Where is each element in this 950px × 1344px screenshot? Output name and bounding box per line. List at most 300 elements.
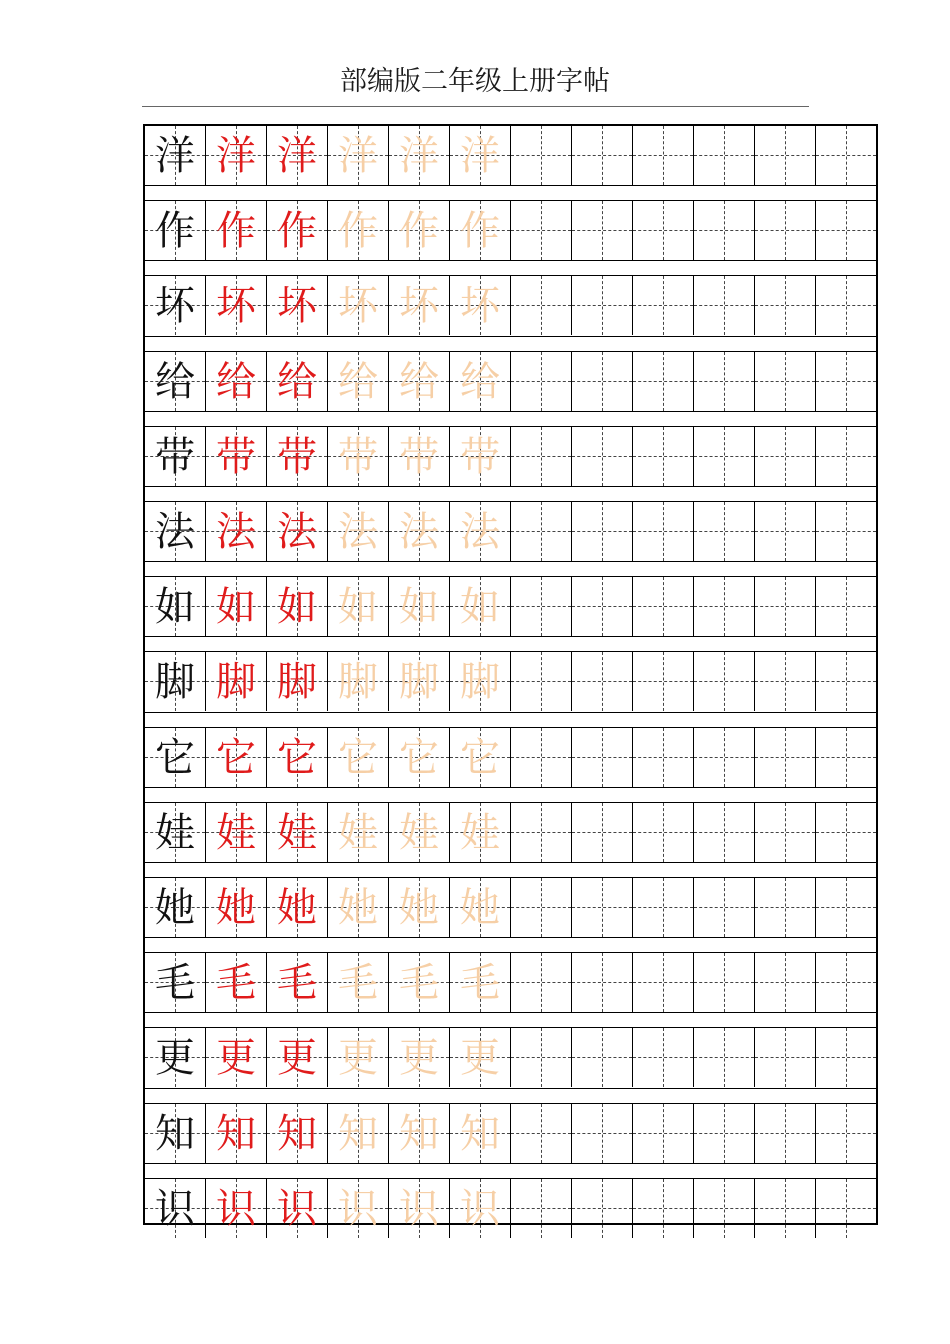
trace-char: 带	[460, 433, 500, 480]
blank-writing-cell[interactable]	[633, 502, 694, 561]
blank-writing-cell[interactable]	[511, 953, 572, 1012]
model-char: 坏	[155, 282, 195, 329]
model-char-cell	[145, 652, 206, 711]
trace-char: 给	[460, 358, 500, 405]
blank-writing-cell[interactable]	[816, 502, 876, 561]
red-copy-char: 洋	[277, 132, 317, 179]
red-copy-cell	[267, 427, 328, 486]
red-copy-cell	[206, 1104, 267, 1163]
model-char: 洋	[155, 132, 195, 179]
row-separator-line	[145, 336, 876, 337]
red-copy-cell	[206, 1028, 267, 1087]
trace-char-cell	[328, 502, 389, 561]
blank-writing-cell[interactable]	[816, 1104, 876, 1163]
blank-writing-cell[interactable]	[511, 652, 572, 711]
blank-writing-cell[interactable]	[755, 577, 816, 636]
row-separator-line	[145, 486, 876, 487]
trace-char: 带	[338, 433, 378, 480]
blank-writing-cell[interactable]	[633, 352, 694, 411]
model-char: 她	[155, 884, 195, 931]
trace-char: 识	[338, 1185, 378, 1232]
blank-writing-cell[interactable]	[511, 427, 572, 486]
red-copy-cell	[267, 652, 328, 711]
blank-writing-cell[interactable]	[816, 201, 876, 260]
red-copy-cell	[206, 201, 267, 260]
red-copy-char: 识	[216, 1185, 256, 1232]
trace-char: 给	[338, 358, 378, 405]
trace-char-cell	[389, 577, 450, 636]
trace-char-cell	[328, 126, 389, 185]
red-copy-cell	[206, 352, 267, 411]
trace-char-cell	[389, 652, 450, 711]
blank-writing-cell[interactable]	[633, 1028, 694, 1087]
trace-char-cell	[328, 953, 389, 1012]
trace-char-cell	[389, 427, 450, 486]
red-copy-cell	[267, 1028, 328, 1087]
trace-char: 脚	[399, 658, 439, 705]
trace-char: 坏	[460, 282, 500, 329]
red-copy-cell	[267, 953, 328, 1012]
row-separator-line	[145, 561, 876, 562]
model-char-cell	[145, 1028, 206, 1087]
blank-writing-cell[interactable]	[755, 878, 816, 937]
blank-writing-cell[interactable]	[572, 953, 633, 1012]
trace-char-cell	[389, 126, 450, 185]
red-copy-char: 它	[277, 734, 317, 781]
trace-char-cell	[328, 728, 389, 787]
blank-writing-cell[interactable]	[816, 803, 876, 862]
red-copy-char: 毛	[216, 959, 256, 1006]
red-copy-char: 知	[216, 1110, 256, 1157]
trace-char: 如	[338, 583, 378, 630]
blank-writing-cell[interactable]	[511, 126, 572, 185]
trace-char-cell	[450, 652, 511, 711]
blank-writing-cell[interactable]	[755, 276, 816, 335]
red-copy-cell	[206, 276, 267, 335]
practice-row	[145, 276, 876, 335]
red-copy-char: 脚	[216, 658, 256, 705]
blank-writing-cell[interactable]	[755, 1179, 816, 1238]
trace-char-cell	[328, 1104, 389, 1163]
model-char: 更	[155, 1034, 195, 1081]
trace-char-cell	[328, 201, 389, 260]
blank-writing-cell[interactable]	[511, 1179, 572, 1238]
practice-row	[145, 652, 876, 711]
blank-writing-cell[interactable]	[694, 126, 755, 185]
model-char-cell	[145, 276, 206, 335]
red-copy-char: 坏	[277, 282, 317, 329]
model-char-cell	[145, 352, 206, 411]
blank-writing-cell[interactable]	[816, 728, 876, 787]
trace-char-cell	[389, 878, 450, 937]
blank-writing-cell[interactable]	[694, 577, 755, 636]
blank-writing-cell[interactable]	[633, 728, 694, 787]
blank-writing-cell[interactable]	[511, 728, 572, 787]
trace-char-cell	[389, 201, 450, 260]
trace-char: 娃	[460, 809, 500, 856]
blank-writing-cell[interactable]	[511, 1104, 572, 1163]
blank-writing-cell[interactable]	[633, 953, 694, 1012]
red-copy-char: 她	[216, 884, 256, 931]
model-char: 脚	[155, 658, 195, 705]
red-copy-cell	[206, 878, 267, 937]
red-copy-char: 给	[277, 358, 317, 405]
practice-row	[145, 1028, 876, 1087]
blank-writing-cell[interactable]	[755, 652, 816, 711]
trace-char: 法	[460, 508, 500, 555]
red-copy-char: 如	[216, 583, 256, 630]
model-char-cell	[145, 126, 206, 185]
practice-row	[145, 352, 876, 411]
model-char: 法	[155, 508, 195, 555]
blank-writing-cell[interactable]	[572, 201, 633, 260]
red-copy-char: 洋	[216, 132, 256, 179]
trace-char: 更	[460, 1034, 500, 1081]
red-copy-char: 如	[277, 583, 317, 630]
model-char-cell	[145, 1179, 206, 1238]
model-char-cell	[145, 878, 206, 937]
blank-writing-cell[interactable]	[816, 427, 876, 486]
blank-writing-cell[interactable]	[816, 1179, 876, 1238]
blank-writing-cell[interactable]	[633, 201, 694, 260]
row-separator-line	[145, 1163, 876, 1164]
model-char: 知	[155, 1110, 195, 1157]
blank-writing-cell[interactable]	[755, 502, 816, 561]
blank-writing-cell[interactable]	[694, 201, 755, 260]
red-copy-cell	[267, 728, 328, 787]
row-separator-line	[145, 260, 876, 261]
blank-writing-cell[interactable]	[511, 1028, 572, 1087]
blank-writing-cell[interactable]	[694, 1104, 755, 1163]
blank-writing-cell[interactable]	[755, 1104, 816, 1163]
trace-char: 她	[460, 884, 500, 931]
red-copy-char: 识	[277, 1185, 317, 1232]
blank-writing-cell[interactable]	[816, 652, 876, 711]
blank-writing-cell[interactable]	[511, 878, 572, 937]
red-copy-cell	[267, 126, 328, 185]
trace-char: 娃	[399, 809, 439, 856]
blank-writing-cell[interactable]	[633, 427, 694, 486]
blank-writing-cell[interactable]	[511, 803, 572, 862]
red-copy-cell	[206, 728, 267, 787]
page-title: 部编版二年级上册字帖	[340, 66, 610, 97]
blank-writing-cell[interactable]	[572, 1028, 633, 1087]
practice-row	[145, 728, 876, 787]
trace-char-cell	[328, 352, 389, 411]
trace-char: 脚	[338, 658, 378, 705]
trace-char: 作	[460, 207, 500, 254]
blank-writing-cell[interactable]	[511, 577, 572, 636]
blank-writing-cell[interactable]	[755, 427, 816, 486]
model-char-cell	[145, 201, 206, 260]
red-copy-char: 法	[277, 508, 317, 555]
blank-writing-cell[interactable]	[755, 126, 816, 185]
practice-row	[145, 1179, 876, 1238]
trace-char: 洋	[460, 132, 500, 179]
red-copy-char: 给	[216, 358, 256, 405]
blank-writing-cell[interactable]	[572, 803, 633, 862]
blank-writing-cell[interactable]	[572, 126, 633, 185]
red-copy-char: 更	[277, 1034, 317, 1081]
trace-char-cell	[450, 1179, 511, 1238]
blank-writing-cell[interactable]	[572, 276, 633, 335]
red-copy-cell	[206, 427, 267, 486]
blank-writing-cell[interactable]	[816, 577, 876, 636]
trace-char-cell	[450, 427, 511, 486]
blank-writing-cell[interactable]	[694, 1179, 755, 1238]
row-separator-line	[145, 1088, 876, 1089]
trace-char-cell	[450, 577, 511, 636]
blank-writing-cell[interactable]	[633, 577, 694, 636]
trace-char-cell	[450, 803, 511, 862]
red-copy-char: 作	[277, 207, 317, 254]
title-divider	[142, 106, 809, 107]
row-separator-line	[145, 712, 876, 713]
red-copy-cell	[267, 878, 328, 937]
model-char-cell	[145, 803, 206, 862]
red-copy-cell	[267, 352, 328, 411]
practice-row	[145, 953, 876, 1012]
blank-writing-cell[interactable]	[633, 1104, 694, 1163]
trace-char-cell	[328, 427, 389, 486]
model-char-cell	[145, 1104, 206, 1163]
practice-row	[145, 878, 876, 937]
blank-writing-cell[interactable]	[694, 878, 755, 937]
row-separator-line	[145, 937, 876, 938]
model-char: 毛	[155, 959, 195, 1006]
model-char-cell	[145, 728, 206, 787]
trace-char-cell	[389, 502, 450, 561]
trace-char: 知	[399, 1110, 439, 1157]
blank-writing-cell[interactable]	[694, 1028, 755, 1087]
trace-char: 作	[338, 207, 378, 254]
model-char: 带	[155, 433, 195, 480]
red-copy-cell	[206, 803, 267, 862]
red-copy-char: 更	[216, 1034, 256, 1081]
blank-writing-cell[interactable]	[572, 728, 633, 787]
red-copy-cell	[267, 201, 328, 260]
red-copy-char: 知	[277, 1110, 317, 1157]
practice-row	[145, 1104, 876, 1163]
blank-writing-cell[interactable]	[633, 878, 694, 937]
row-separator-line	[145, 862, 876, 863]
blank-writing-cell[interactable]	[694, 352, 755, 411]
trace-char-cell	[389, 1028, 450, 1087]
blank-writing-cell[interactable]	[816, 953, 876, 1012]
blank-writing-cell[interactable]	[572, 652, 633, 711]
model-char-cell	[145, 502, 206, 561]
blank-writing-cell[interactable]	[572, 577, 633, 636]
blank-writing-cell[interactable]	[633, 803, 694, 862]
trace-char: 识	[460, 1185, 500, 1232]
red-copy-cell	[206, 126, 267, 185]
blank-writing-cell[interactable]	[511, 276, 572, 335]
trace-char: 如	[399, 583, 439, 630]
practice-row	[145, 126, 876, 185]
red-copy-char: 它	[216, 734, 256, 781]
red-copy-char: 娃	[216, 809, 256, 856]
red-copy-cell	[206, 577, 267, 636]
blank-writing-cell[interactable]	[755, 1028, 816, 1087]
trace-char-cell	[389, 953, 450, 1012]
trace-char-cell	[328, 652, 389, 711]
model-char: 它	[155, 734, 195, 781]
trace-char: 法	[399, 508, 439, 555]
trace-char-cell	[450, 126, 511, 185]
row-separator-line	[145, 787, 876, 788]
trace-char: 她	[399, 884, 439, 931]
trace-char-cell	[450, 878, 511, 937]
trace-char-cell	[450, 728, 511, 787]
trace-char: 作	[399, 207, 439, 254]
trace-char: 更	[338, 1034, 378, 1081]
red-copy-char: 作	[216, 207, 256, 254]
blank-writing-cell[interactable]	[694, 652, 755, 711]
blank-writing-cell[interactable]	[694, 728, 755, 787]
blank-writing-cell[interactable]	[572, 352, 633, 411]
red-copy-char: 法	[216, 508, 256, 555]
trace-char: 娃	[338, 809, 378, 856]
red-copy-cell	[267, 1104, 328, 1163]
trace-char: 她	[338, 884, 378, 931]
trace-char: 法	[338, 508, 378, 555]
row-separator-line	[145, 185, 876, 186]
blank-writing-cell[interactable]	[755, 728, 816, 787]
row-separator-line	[145, 411, 876, 412]
blank-writing-cell[interactable]	[572, 427, 633, 486]
blank-writing-cell[interactable]	[816, 352, 876, 411]
trace-char-cell	[450, 953, 511, 1012]
blank-writing-cell[interactable]	[572, 502, 633, 561]
practice-row	[145, 201, 876, 260]
blank-writing-cell[interactable]	[755, 953, 816, 1012]
red-copy-char: 带	[277, 433, 317, 480]
trace-char: 识	[399, 1185, 439, 1232]
trace-char-cell	[450, 201, 511, 260]
red-copy-cell	[267, 577, 328, 636]
trace-char: 带	[399, 433, 439, 480]
blank-writing-cell[interactable]	[694, 953, 755, 1012]
blank-writing-cell[interactable]	[694, 502, 755, 561]
model-char: 娃	[155, 809, 195, 856]
blank-writing-cell[interactable]	[633, 276, 694, 335]
model-char: 作	[155, 207, 195, 254]
red-copy-char: 坏	[216, 282, 256, 329]
trace-char: 它	[460, 734, 500, 781]
model-char: 给	[155, 358, 195, 405]
model-char: 识	[155, 1185, 195, 1232]
practice-row	[145, 803, 876, 862]
trace-char-cell	[389, 352, 450, 411]
trace-char: 给	[399, 358, 439, 405]
blank-writing-cell[interactable]	[511, 502, 572, 561]
trace-char: 毛	[460, 959, 500, 1006]
model-char-cell	[145, 577, 206, 636]
trace-char: 知	[338, 1110, 378, 1157]
trace-char: 洋	[338, 132, 378, 179]
blank-writing-cell[interactable]	[572, 1104, 633, 1163]
trace-char-cell	[450, 1104, 511, 1163]
blank-writing-cell[interactable]	[633, 1179, 694, 1238]
model-char-cell	[145, 953, 206, 1012]
blank-writing-cell[interactable]	[816, 878, 876, 937]
red-copy-char: 她	[277, 884, 317, 931]
red-copy-char: 带	[216, 433, 256, 480]
trace-char: 毛	[399, 959, 439, 1006]
red-copy-cell	[206, 953, 267, 1012]
trace-char-cell	[328, 803, 389, 862]
red-copy-cell	[267, 1179, 328, 1238]
practice-row	[145, 502, 876, 561]
blank-writing-cell[interactable]	[572, 1179, 633, 1238]
blank-writing-cell[interactable]	[755, 803, 816, 862]
red-copy-char: 脚	[277, 658, 317, 705]
practice-grid	[143, 124, 878, 1232]
blank-writing-cell[interactable]	[816, 1028, 876, 1087]
practice-row	[145, 427, 876, 486]
trace-char-cell	[389, 276, 450, 335]
blank-writing-cell[interactable]	[511, 352, 572, 411]
red-copy-cell	[267, 502, 328, 561]
blank-writing-cell[interactable]	[633, 652, 694, 711]
row-separator-line	[145, 636, 876, 637]
blank-writing-cell[interactable]	[511, 201, 572, 260]
model-char-cell	[145, 427, 206, 486]
trace-char-cell	[450, 352, 511, 411]
trace-char: 坏	[338, 282, 378, 329]
trace-char: 更	[399, 1034, 439, 1081]
trace-char-cell	[450, 502, 511, 561]
blank-writing-cell[interactable]	[694, 427, 755, 486]
red-copy-cell	[267, 276, 328, 335]
red-copy-char: 毛	[277, 959, 317, 1006]
blank-writing-cell[interactable]	[572, 878, 633, 937]
trace-char-cell	[450, 276, 511, 335]
trace-char: 它	[399, 734, 439, 781]
trace-char-cell	[328, 878, 389, 937]
blank-writing-cell[interactable]	[694, 803, 755, 862]
trace-char-cell	[328, 577, 389, 636]
trace-char-cell	[389, 1179, 450, 1238]
red-copy-cell	[206, 652, 267, 711]
practice-row	[145, 577, 876, 636]
red-copy-cell	[206, 1179, 267, 1238]
trace-char: 洋	[399, 132, 439, 179]
blank-writing-cell[interactable]	[816, 126, 876, 185]
blank-writing-cell[interactable]	[755, 352, 816, 411]
trace-char-cell	[450, 1028, 511, 1087]
trace-char: 毛	[338, 959, 378, 1006]
row-separator-line	[145, 1012, 876, 1013]
red-copy-cell	[267, 803, 328, 862]
blank-writing-cell[interactable]	[633, 126, 694, 185]
trace-char-cell	[389, 1104, 450, 1163]
red-copy-cell	[206, 502, 267, 561]
trace-char: 脚	[460, 658, 500, 705]
trace-char: 坏	[399, 282, 439, 329]
blank-writing-cell[interactable]	[755, 201, 816, 260]
trace-char-cell	[328, 276, 389, 335]
trace-char: 如	[460, 583, 500, 630]
blank-writing-cell[interactable]	[694, 276, 755, 335]
trace-char-cell	[389, 803, 450, 862]
model-char: 如	[155, 583, 195, 630]
trace-char-cell	[328, 1179, 389, 1238]
trace-char: 知	[460, 1110, 500, 1157]
trace-char-cell	[328, 1028, 389, 1087]
blank-writing-cell[interactable]	[816, 276, 876, 335]
trace-char-cell	[389, 728, 450, 787]
